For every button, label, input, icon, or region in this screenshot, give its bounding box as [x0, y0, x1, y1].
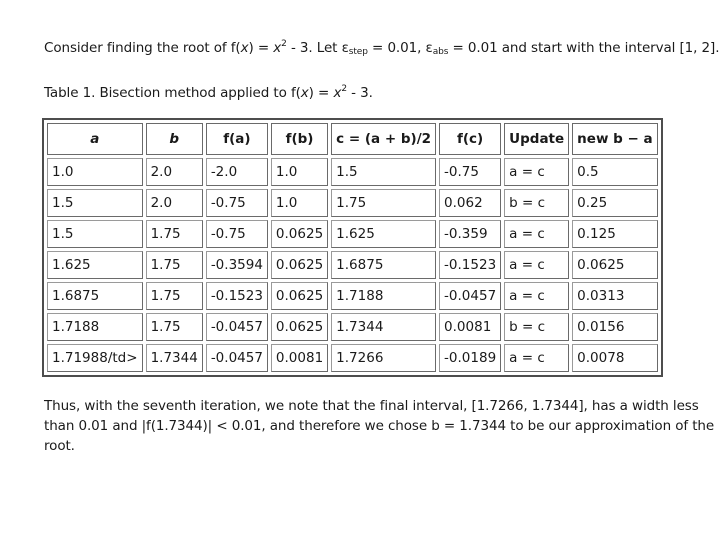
cell-c: 1.7266 — [331, 344, 436, 372]
cell-update: a = c — [504, 344, 569, 372]
intro-var-x: x — [240, 40, 249, 56]
cell-c: 1.75 — [331, 189, 436, 217]
cell-b: 1.75 — [146, 282, 203, 310]
cell-fc: 0.062 — [439, 189, 501, 217]
header-b-label: b — [169, 131, 180, 147]
cell-update: a = c — [504, 251, 569, 279]
cell-b: 2.0 — [146, 158, 203, 186]
cell-a: 1.7188 — [47, 313, 143, 341]
cell-fa: -0.1523 — [206, 282, 268, 310]
problem-statement — [44, 40, 719, 56]
cell-fc: -0.0189 — [439, 344, 501, 372]
header-fc: f(c) — [439, 123, 501, 155]
caption-exponent: 2 — [341, 84, 347, 94]
cell-a: 1.6875 — [47, 282, 143, 310]
cell-b: 1.75 — [146, 251, 203, 279]
caption-text-2: ) = — [308, 85, 334, 101]
table-row — [47, 344, 658, 372]
caption-text-1: Table 1. Bisection method applied to f( — [44, 85, 301, 101]
cell-update: a = c — [504, 158, 569, 186]
caption-var-x2: x — [333, 85, 342, 101]
intro-exponent: 2 — [281, 39, 287, 49]
table-row — [47, 158, 658, 186]
cell-fb: 0.0625 — [271, 282, 328, 310]
cell-a: 1.625 — [47, 251, 143, 279]
cell-a: 1.5 — [47, 189, 143, 217]
cell-fb: 1.0 — [271, 189, 328, 217]
cell-fb: 0.0625 — [271, 220, 328, 248]
cell-fb: 0.0625 — [271, 313, 328, 341]
cell-fc: -0.359 — [439, 220, 501, 248]
table-row — [47, 313, 658, 341]
header-fa: f(a) — [206, 123, 268, 155]
cell-fa: -0.0457 — [206, 344, 268, 372]
header-a — [47, 123, 143, 155]
cell-fa: -2.0 — [206, 158, 268, 186]
cell-a: 1.71988/td> — [47, 344, 143, 372]
epsilon-abs-subscript: abs — [432, 47, 449, 57]
header-a-label: a — [90, 131, 100, 147]
cell-new-width: 0.0078 — [572, 344, 657, 372]
cell-fa: -0.75 — [206, 220, 268, 248]
header-new-width: new b − a — [572, 123, 657, 155]
cell-update: b = c — [504, 313, 569, 341]
cell-fc: -0.75 — [439, 158, 501, 186]
cell-fc: 0.0081 — [439, 313, 501, 341]
cell-fa: -0.75 — [206, 189, 268, 217]
cell-new-width: 0.0313 — [572, 282, 657, 310]
intro-text-4: = 0.01, ε — [367, 40, 433, 56]
table-header-row — [47, 123, 658, 155]
cell-c: 1.7344 — [331, 313, 436, 341]
header-update: Update — [504, 123, 569, 155]
cell-new-width: 0.0625 — [572, 251, 657, 279]
cell-a: 1.0 — [47, 158, 143, 186]
caption-var-x: x — [300, 85, 309, 101]
cell-c: 1.6875 — [331, 251, 436, 279]
table-row — [47, 251, 658, 279]
cell-c: 1.625 — [331, 220, 436, 248]
bisection-table — [44, 120, 661, 375]
table-row — [47, 220, 658, 248]
cell-fa: -0.3594 — [206, 251, 268, 279]
cell-new-width: 0.25 — [572, 189, 657, 217]
cell-new-width: 0.125 — [572, 220, 657, 248]
cell-fc: -0.1523 — [439, 251, 501, 279]
cell-fc: -0.0457 — [439, 282, 501, 310]
cell-new-width: 0.0156 — [572, 313, 657, 341]
conclusion-text: Thus, with the seventh iteration, we note that the final interval, [1.7266, 1.7344], has a width less than 0.01 and |f(1.7344)| < 0.01, and therefore we chose b = 1.7344 to be our approximation of the root. — [44, 398, 715, 454]
epsilon-step-subscript: step — [348, 47, 368, 57]
intro-var-x2: x — [273, 40, 282, 56]
cell-new-width: 0.5 — [572, 158, 657, 186]
caption-text-3: - 3. — [346, 85, 373, 101]
bisection-table-frame — [42, 118, 663, 377]
cell-b: 1.75 — [146, 313, 203, 341]
intro-text-5: = 0.01 and start with the interval [1, 2]. — [448, 40, 720, 56]
header-c: c = (a + b)/2 — [331, 123, 436, 155]
header-fb: f(b) — [271, 123, 328, 155]
header-b — [146, 123, 203, 155]
table-row — [47, 282, 658, 310]
cell-b: 1.7344 — [146, 344, 203, 372]
cell-fa: -0.0457 — [206, 313, 268, 341]
cell-fb: 0.0625 — [271, 251, 328, 279]
intro-text-2: ) = — [248, 40, 274, 56]
cell-fb: 1.0 — [271, 158, 328, 186]
cell-fb: 0.0081 — [271, 344, 328, 372]
cell-c: 1.5 — [331, 158, 436, 186]
cell-a: 1.5 — [47, 220, 143, 248]
intro-text-3: - 3. Let ε — [286, 40, 349, 56]
cell-update: a = c — [504, 220, 569, 248]
cell-update: b = c — [504, 189, 569, 217]
cell-c: 1.7188 — [331, 282, 436, 310]
table-row — [47, 189, 658, 217]
cell-b: 2.0 — [146, 189, 203, 217]
cell-b: 1.75 — [146, 220, 203, 248]
cell-update: a = c — [504, 282, 569, 310]
intro-text-1: Consider finding the root of f( — [44, 40, 241, 56]
table-caption — [44, 85, 373, 101]
